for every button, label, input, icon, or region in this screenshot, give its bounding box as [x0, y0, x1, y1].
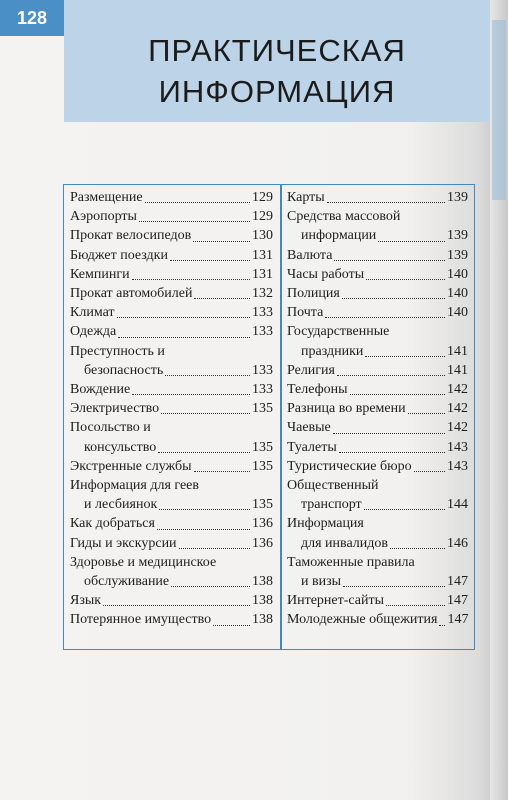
dot-leader — [170, 260, 250, 261]
toc-entry — [70, 284, 273, 303]
toc-entry — [70, 322, 273, 341]
toc-entry — [70, 514, 273, 533]
dot-leader — [193, 241, 250, 242]
toc-entry-label: Электричество — [70, 401, 160, 417]
page-number-badge — [0, 0, 64, 36]
dot-leader — [408, 413, 445, 414]
toc-entry — [287, 591, 468, 610]
toc-entry-label: и лесбиянок — [84, 497, 158, 513]
toc-entry-label: Кемпинги — [70, 266, 130, 282]
toc-entry-page: 136 — [252, 535, 273, 551]
toc-entry-page: 147 — [447, 574, 468, 590]
toc-entry-label: консульство — [84, 439, 157, 455]
toc-entry-label: Аэропорты — [70, 209, 137, 225]
toc-entry-page: 130 — [252, 228, 273, 244]
toc-entry — [287, 476, 468, 514]
toc-entry — [287, 246, 468, 265]
dot-leader — [366, 279, 445, 280]
toc-entry — [287, 514, 468, 552]
toc-entry-label: Телефоны — [287, 382, 348, 398]
toc-entry-page: 140 — [447, 286, 468, 302]
toc-entry — [70, 553, 273, 591]
toc-entry-label: информации — [301, 228, 377, 244]
toc-entry-page: 141 — [447, 362, 468, 378]
toc-entry — [70, 476, 273, 514]
dot-leader — [171, 586, 250, 587]
toc-entry-label: Почта — [287, 305, 324, 321]
toc-entry-label: Валюта — [287, 247, 333, 263]
toc-entry-label: Полиция — [287, 286, 340, 302]
toc-entry-label: Информация для геев — [70, 478, 200, 494]
dot-leader — [378, 241, 445, 242]
toc-entry-page: 135 — [252, 497, 273, 513]
toc-entry-label: Бюджет поездки — [70, 247, 168, 263]
toc-entry — [287, 361, 468, 380]
dot-leader — [339, 452, 445, 453]
toc-entry-label: Потерянное имущество — [70, 612, 212, 628]
toc-entry — [70, 207, 273, 226]
title-band — [64, 0, 490, 122]
facing-page-edge — [490, 0, 508, 800]
toc-entry — [287, 322, 468, 360]
toc-entry-page: 135 — [252, 458, 273, 474]
dot-leader — [364, 509, 445, 510]
dot-leader — [118, 337, 250, 338]
toc-entry-page: 133 — [252, 382, 273, 398]
toc-entry-label: Одежда — [70, 324, 117, 340]
toc-entry-label: Здоровье и медицинское — [70, 554, 217, 570]
toc-entry-page: 147 — [447, 593, 468, 609]
dot-leader — [386, 605, 445, 606]
toc-entry-page: 142 — [447, 382, 468, 398]
toc-entry-page: 135 — [252, 439, 273, 455]
toc-entry-page: 142 — [447, 420, 468, 436]
dot-leader — [157, 529, 250, 530]
dot-leader — [333, 433, 445, 434]
toc-entry-page: 143 — [447, 458, 468, 474]
toc-entry-label: Прокат автомобилей — [70, 286, 193, 302]
toc-entry-page: 139 — [447, 228, 468, 244]
toc-entry-page: 135 — [252, 401, 273, 417]
toc-right-column — [287, 188, 468, 630]
dot-leader — [159, 509, 250, 510]
dot-leader — [132, 394, 250, 395]
dot-leader — [350, 394, 445, 395]
toc-entry — [287, 553, 468, 591]
toc-entry-page: 140 — [447, 266, 468, 282]
toc-entry — [70, 226, 273, 245]
toc-entry-page: 141 — [447, 343, 468, 359]
toc-entry-label: Религия — [287, 362, 335, 378]
dot-leader — [439, 625, 445, 626]
toc-entry-label: безопасность — [84, 362, 164, 378]
toc-entry-label: Средства массовой — [287, 209, 401, 225]
toc-entry-page: 138 — [252, 574, 273, 590]
toc-entry-page: 129 — [252, 209, 273, 225]
dot-leader — [414, 471, 445, 472]
toc-entry — [70, 246, 273, 265]
toc-entry — [70, 399, 273, 418]
toc-entry-label: Туристические бюро — [287, 458, 412, 474]
page-title-line-2: ИНФОРМАЦИЯ — [158, 74, 396, 109]
toc-entry-label: Часы работы — [287, 266, 365, 282]
toc-entry-label: Как добраться — [70, 516, 155, 532]
dot-leader — [117, 317, 250, 318]
toc-entry-label: транспорт — [301, 497, 362, 513]
toc-entry-label: Карты — [287, 190, 325, 205]
page-number: 128 — [16, 7, 48, 28]
dot-leader — [194, 298, 250, 299]
toc-entry-label: Информация — [287, 516, 364, 532]
toc-entry-label: Молодежные общежития — [287, 612, 438, 628]
toc-entry-label: Общественный — [287, 478, 379, 494]
toc-entry-label: Государственные — [287, 324, 390, 340]
toc-entry — [70, 342, 273, 380]
toc-left-column — [70, 188, 273, 630]
dot-leader — [325, 317, 445, 318]
toc-entry-page: 136 — [252, 516, 273, 532]
toc-entry — [287, 418, 468, 437]
toc-entry-page: 131 — [252, 247, 273, 263]
toc-entry-label: и визы — [301, 574, 342, 590]
toc-entry-label: Таможенные правила — [287, 554, 415, 570]
toc-entry — [70, 418, 273, 456]
toc-entry — [287, 610, 468, 629]
toc-entry-page: 144 — [447, 497, 468, 513]
toc-entry — [70, 303, 273, 322]
toc-entry-page: 133 — [252, 324, 273, 340]
toc-entry-label: обслуживание — [84, 574, 170, 590]
toc-entry-page: 138 — [252, 612, 273, 628]
dot-leader — [213, 625, 250, 626]
toc-entry — [287, 438, 468, 457]
toc-entry-page: 129 — [252, 190, 273, 205]
toc-entry — [287, 284, 468, 303]
toc-entry-page: 133 — [252, 305, 273, 321]
toc-entry — [287, 265, 468, 284]
toc-entry — [287, 380, 468, 399]
dot-leader — [161, 413, 250, 414]
toc-entry — [70, 380, 273, 399]
toc-entry — [70, 265, 273, 284]
toc-entry-label: Преступность и — [70, 343, 165, 359]
toc-entry-label: Посольство и — [70, 420, 151, 436]
toc-entry-label: Туалеты — [287, 439, 337, 455]
toc-entry-label: Вождение — [70, 382, 131, 398]
toc-entry-page: 140 — [447, 305, 468, 321]
toc-entry — [287, 188, 468, 207]
dot-leader — [145, 202, 250, 203]
dot-leader — [103, 605, 250, 606]
toc-entry — [70, 188, 273, 207]
toc-entry-label: Чаевые — [287, 420, 331, 436]
toc-entry-label: Климат — [70, 305, 115, 321]
toc-entry-page: 138 — [252, 593, 273, 609]
dot-leader — [337, 375, 445, 376]
toc-entry-page: 133 — [252, 362, 273, 378]
toc-entry-label: Интернет-сайты — [287, 593, 385, 609]
dot-leader — [194, 471, 250, 472]
dot-leader — [158, 452, 250, 453]
dot-leader — [342, 298, 445, 299]
toc-entry — [287, 303, 468, 322]
toc-entry — [287, 399, 468, 418]
toc-entry — [287, 457, 468, 476]
toc-entry-page: 139 — [447, 247, 468, 263]
dot-leader — [179, 548, 250, 549]
toc-entry-page: 139 — [447, 190, 468, 205]
toc-entry-page: 146 — [447, 535, 468, 551]
dot-leader — [365, 356, 445, 357]
toc-entry-label: Размещение — [70, 190, 143, 205]
toc-entry-page: 143 — [447, 439, 468, 455]
toc-entry-label: Экстренные службы — [70, 458, 192, 474]
toc-entry-page: 131 — [252, 266, 273, 282]
toc-entry — [70, 610, 273, 629]
toc-entry-page: 142 — [447, 401, 468, 417]
dot-leader — [139, 221, 250, 222]
toc-entry-label: Разница во времени — [287, 401, 406, 417]
toc-entry-page: 147 — [447, 612, 469, 628]
dot-leader — [327, 202, 445, 203]
toc-column-divider — [280, 184, 282, 650]
toc-entry — [70, 457, 273, 476]
dot-leader — [132, 279, 250, 280]
toc-entry-label: Гиды и экскурсии — [70, 535, 177, 551]
toc-entry-label: праздники — [301, 343, 364, 359]
toc-entry-label: для инвалидов — [301, 535, 389, 551]
dot-leader — [343, 586, 445, 587]
toc-entry — [70, 534, 273, 553]
toc-entry-page: 132 — [252, 286, 273, 302]
toc-entry-label: Прокат велосипедов — [70, 228, 192, 244]
toc-entry — [70, 591, 273, 610]
dot-leader — [165, 375, 250, 376]
page-title-line-1: ПРАКТИЧЕСКАЯ — [148, 33, 406, 68]
toc-entry — [287, 207, 468, 245]
dot-leader — [334, 260, 445, 261]
toc-entry-label: Язык — [70, 593, 102, 609]
dot-leader — [390, 548, 445, 549]
